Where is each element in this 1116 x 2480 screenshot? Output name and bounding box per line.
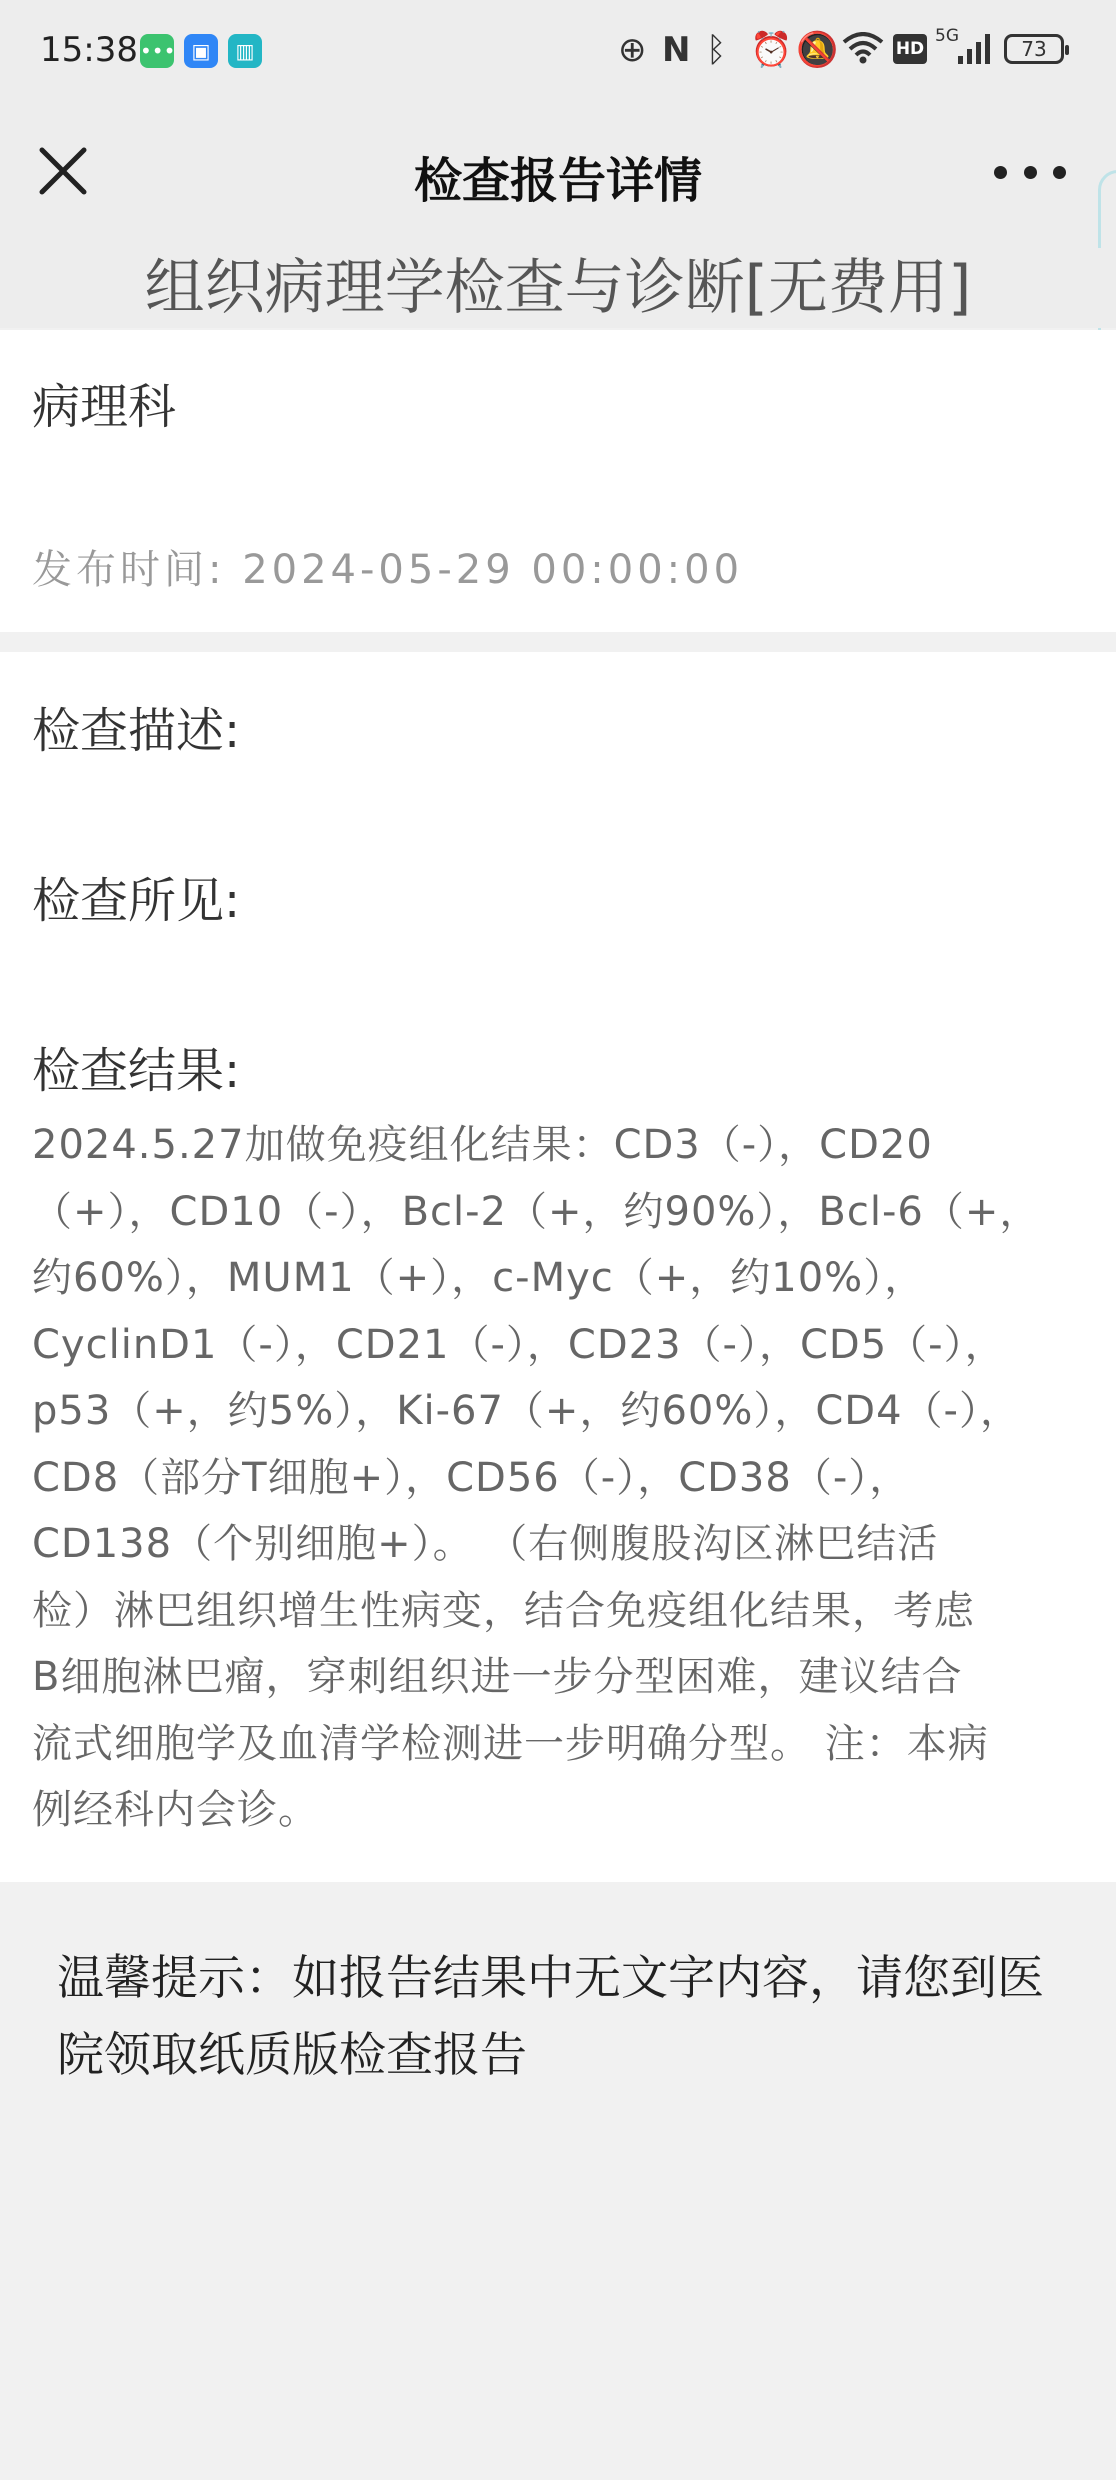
report-title: 组织病理学检查与诊断[无费用] bbox=[0, 248, 1116, 328]
mute-icon: 🔕 bbox=[796, 30, 839, 70]
status-time: 15:38 bbox=[40, 30, 138, 70]
wifi-icon bbox=[842, 32, 884, 64]
publish-time: 发布时间: 2024-05-29 00:00:00 bbox=[32, 547, 744, 593]
id-card-app-icon: ▣ bbox=[184, 34, 218, 68]
battery-icon: 73 bbox=[1004, 34, 1064, 64]
nav-bar bbox=[0, 100, 1116, 248]
hd-icon: HD bbox=[893, 34, 927, 64]
nfc-icon: N bbox=[662, 30, 691, 70]
result-label: 检查结果: bbox=[32, 1043, 241, 1099]
add-circle-icon: ⊕ bbox=[618, 30, 647, 70]
department: 病理科 bbox=[32, 379, 177, 435]
findings-label: 检查所见: bbox=[32, 873, 241, 929]
report-info-card bbox=[0, 330, 1116, 632]
tip-text: 温馨提示：如报告结果中无文字内容，请您到医院领取纸质版检查报告 bbox=[57, 1951, 1044, 2083]
result-text: 2024.5.27加做免疫组化结果：CD3（-），CD20 （+），CD10（-），Bcl-2（+，约90%），Bcl-6（+， 约60%），MUM1（+），c-Myc（+，约10%）， CyclinD1（-），CD21（-），CD23（-），CD5（-）， p53（+，约5%），Ki-67（+，约60%），CD4（-）， CD8（部分T细胞+），CD56（-），CD38（-）， CD138（个别细胞+）。 （右侧腹股沟区淋巴结活 检）淋巴组织增生性病变，结合免疫组化结果，考虑 B细胞淋巴瘤，穿刺组织进一步分型困难，建议结合 流式细胞学及血清学检测进一步明确分型。 注：本病 例经科内会诊。 bbox=[32, 1122, 1041, 1833]
delete-app-icon: ▥ bbox=[228, 34, 262, 68]
signal-icon bbox=[958, 32, 996, 64]
bluetooth-icon: ᛒ bbox=[706, 30, 727, 70]
network-type: 5G bbox=[935, 26, 959, 46]
status-bar bbox=[0, 0, 1116, 100]
page-title: 检查报告详情 bbox=[413, 153, 702, 209]
description-label: 检查描述: bbox=[32, 703, 241, 759]
report-detail-card bbox=[0, 652, 1116, 1882]
more-icon[interactable] bbox=[994, 152, 1066, 192]
alarm-icon: ⏰ bbox=[750, 30, 793, 70]
message-app-icon: ••• bbox=[140, 34, 174, 68]
